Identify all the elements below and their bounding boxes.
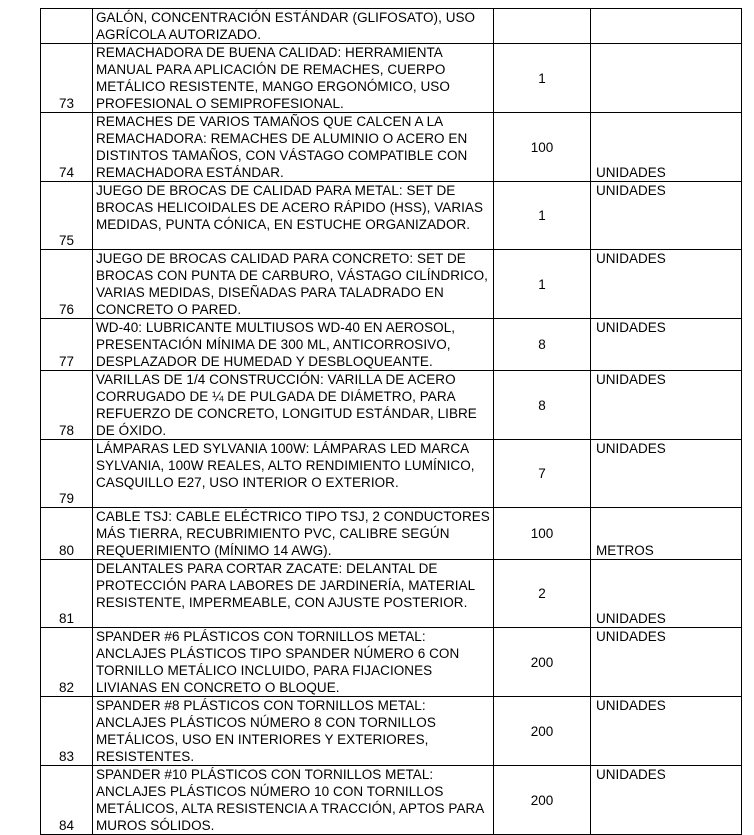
item-quantity: 200 xyxy=(494,697,591,766)
item-unit: UNIDADES xyxy=(591,628,742,697)
item-number: 79 xyxy=(58,491,75,506)
table-row xyxy=(41,113,742,182)
item-number: 74 xyxy=(58,165,75,180)
table-row xyxy=(41,560,742,628)
table-row xyxy=(41,628,742,697)
item-number: 78 xyxy=(58,423,75,438)
item-number: 84 xyxy=(58,818,75,833)
item-quantity: 1 xyxy=(494,44,591,113)
item-unit xyxy=(591,9,742,44)
item-number: 76 xyxy=(58,302,75,317)
item-unit: UNIDADES xyxy=(591,766,742,835)
item-unit: METROS xyxy=(591,508,742,560)
item-quantity: 8 xyxy=(494,371,591,440)
item-quantity: 7 xyxy=(494,440,591,508)
item-number-cell xyxy=(41,371,93,440)
item-number: 83 xyxy=(58,749,75,764)
item-number: 77 xyxy=(58,354,75,369)
item-number: 75 xyxy=(58,233,75,248)
item-number: 82 xyxy=(58,680,75,695)
items-table xyxy=(40,8,742,835)
item-unit: UNIDADES xyxy=(591,560,742,628)
item-unit: UNIDADES xyxy=(591,697,742,766)
item-number-cell xyxy=(41,440,93,508)
item-quantity: 100 xyxy=(494,508,591,560)
item-unit: UNIDADES xyxy=(591,440,742,508)
item-unit xyxy=(591,44,742,113)
item-quantity: 200 xyxy=(494,628,591,697)
item-quantity: 8 xyxy=(494,319,591,371)
item-description: REMACHES DE VARIOS TAMAÑOS QUE CALCEN A LA REMACHADORA: REMACHES DE ALUMINIO O ACERO EN DISTINTOS TAMAÑOS, CON VÁSTAGO COMPATIBLE CON REMACHADORA ESTÁNDAR. xyxy=(93,113,494,182)
item-number-cell xyxy=(41,319,93,371)
table-row xyxy=(41,250,742,319)
item-description: REMACHADORA DE BUENA CALIDAD: HERRAMIENTA MANUAL PARA APLICACIÓN DE REMACHES, CUERPO METÁLICO RESISTENTE, MANGO ERGONÓMICO, USO PROFESIONAL O SEMIPROFESIONAL. xyxy=(93,44,494,113)
item-description: WD-40: LUBRICANTE MULTIUSOS WD-40 EN AEROSOL, PRESENTACIÓN MÍNIMA DE 300 ML, ANTICORROSIVO, DESPLAZADOR DE HUMEDAD Y DESBLOQUEANTE. xyxy=(93,319,494,371)
item-unit: UNIDADES xyxy=(591,182,742,250)
item-unit: UNIDADES xyxy=(591,250,742,319)
table-row xyxy=(41,182,742,250)
table-row xyxy=(41,9,742,44)
item-description: DELANTALES PARA CORTAR ZACATE: DELANTAL DE PROTECCIÓN PARA LABORES DE JARDINERÍA, MATERIAL RESISTENTE, IMPERMEABLE, CON AJUSTE POSTERIOR. xyxy=(93,560,494,628)
item-description: VARILLAS DE 1/4 CONSTRUCCIÓN: VARILLA DE ACERO CORRUGADO DE ¼ DE PULGADA DE DIÁMETRO, PARA REFUERZO DE CONCRETO, LONGITUD ESTÁNDAR, LIBRE DE ÓXIDO. xyxy=(93,371,494,440)
table-row xyxy=(41,371,742,440)
table-row xyxy=(41,508,742,560)
table-row xyxy=(41,697,742,766)
item-quantity: 1 xyxy=(494,250,591,319)
item-number-cell xyxy=(41,508,93,560)
table-row xyxy=(41,440,742,508)
item-quantity: 200 xyxy=(494,766,591,835)
item-unit: UNIDADES xyxy=(591,319,742,371)
item-number-cell xyxy=(41,182,93,250)
item-quantity xyxy=(494,9,591,44)
item-description: CABLE TSJ: CABLE ELÉCTRICO TIPO TSJ, 2 CONDUCTORES MÁS TIERRA, RECUBRIMIENTO PVC, CALIBRE SEGÚN REQUERIMIENTO (MÍNIMO 14 AWG). xyxy=(93,508,494,560)
item-description: LÁMPARAS LED SYLVANIA 100W: LÁMPARAS LED MARCA SYLVANIA, 100W REALES, ALTO RENDIMIENTO LUMÍNICO, CASQUILLO E27, USO INTERIOR O EXTERIOR. xyxy=(93,440,494,508)
item-quantity: 100 xyxy=(494,113,591,182)
item-quantity: 1 xyxy=(494,182,591,250)
table-row xyxy=(41,319,742,371)
item-number: 73 xyxy=(58,96,75,111)
item-description: JUEGO DE BROCAS DE CALIDAD PARA METAL: SET DE BROCAS HELICOIDALES DE ACERO RÁPIDO (HSS), VARIAS MEDIDAS, PUNTA CÓNICA, EN ESTUCHE ORGANIZADOR. xyxy=(93,182,494,250)
item-description: GALÓN, CONCENTRACIÓN ESTÁNDAR (GLIFOSATO), USO AGRÍCOLA AUTORIZADO. xyxy=(93,9,494,44)
item-description: SPANDER #6 PLÁSTICOS CON TORNILLOS METAL: ANCLAJES PLÁSTICOS TIPO SPANDER NÚMERO 6 CON TORNILLO METÁLICO INCLUIDO, PARA FIJACIONES LIVIANAS EN CONCRETO O BLOQUE. xyxy=(93,628,494,697)
item-unit: UNIDADES xyxy=(591,371,742,440)
item-number: 81 xyxy=(58,611,75,626)
item-number-cell xyxy=(41,250,93,319)
item-number-cell xyxy=(41,560,93,628)
item-number-cell xyxy=(41,766,93,835)
item-number: 80 xyxy=(58,543,75,558)
item-unit: UNIDADES xyxy=(591,113,742,182)
item-description: SPANDER #8 PLÁSTICOS CON TORNILLOS METAL: ANCLAJES PLÁSTICOS NÚMERO 8 CON TORNILLOS METÁLICOS, USO EN INTERIORES Y EXTERIORES, RESISTENTES. xyxy=(93,697,494,766)
table-row xyxy=(41,766,742,835)
item-description: SPANDER #10 PLÁSTICOS CON TORNILLOS METAL: ANCLAJES PLÁSTICOS NÚMERO 10 CON TORNILLOS METÁLICOS, ALTA RESISTENCIA A TRACCIÓN, APTOS PARA MUROS SÓLIDOS. xyxy=(93,766,494,835)
table-row xyxy=(41,44,742,113)
item-number-cell xyxy=(41,9,93,44)
item-description: JUEGO DE BROCAS CALIDAD PARA CONCRETO: SET DE BROCAS CON PUNTA DE CARBURO, VÁSTAGO CILÍNDRICO, VARIAS MEDIDAS, DISEÑADAS PARA TALADRADO EN CONCRETO O PARED. xyxy=(93,250,494,319)
items-table-body xyxy=(41,9,742,835)
item-number-cell xyxy=(41,628,93,697)
item-number-cell xyxy=(41,44,93,113)
item-number-cell xyxy=(41,113,93,182)
item-quantity: 2 xyxy=(494,560,591,628)
item-number-cell xyxy=(41,697,93,766)
